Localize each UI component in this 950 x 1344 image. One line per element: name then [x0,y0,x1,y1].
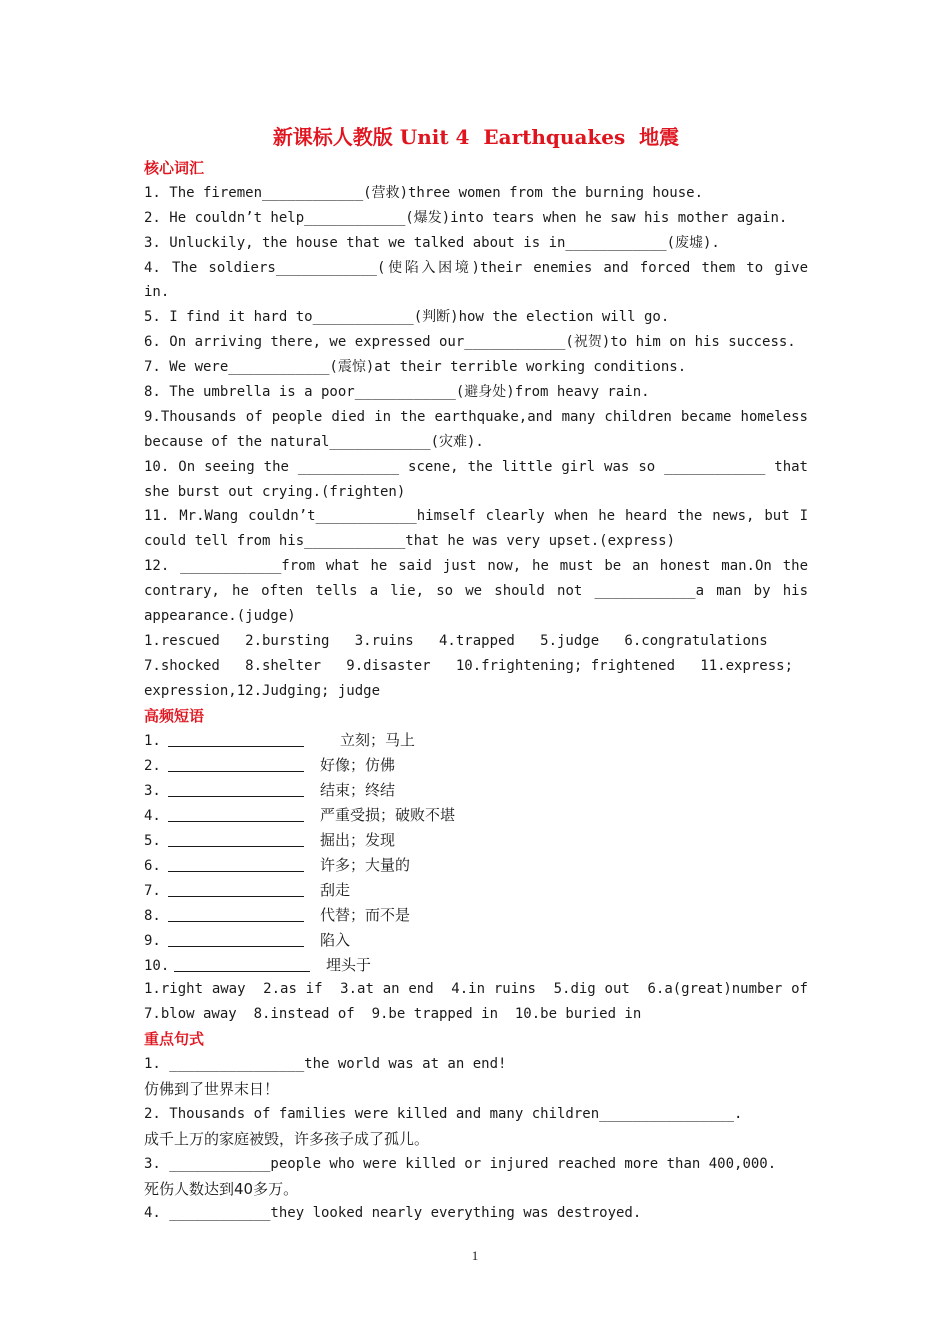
phrase-item [144,903,808,928]
sentence-line: 2. Thousands of families were killed and many children________________. [144,1105,743,1122]
section-heading-phrases: 高频短语 [144,706,205,725]
phrase-blank [168,780,304,797]
vocab-line: 1. The firemen____________(营救)three women from the burning house. [144,184,704,201]
phrase-item [144,953,808,978]
vocab-line: 7. We were____________(震惊)at their terrible working conditions. [144,359,687,376]
phrase-blank [168,730,304,747]
vocab-line: 4. The soldiers____________(使陷入困境)their enemies and forced them to give [144,259,808,276]
section-heading-sentences: 重点句式 [144,1030,205,1049]
phrase-number: 6. [144,857,161,874]
vocab-line: she burst out crying.(frighten) [144,483,406,500]
phrase-meaning: 陷入 [320,930,351,949]
vocab-line: 9.Thousands of people died in the earthquake,and many children became homeless [144,408,808,425]
phrase-item [144,753,808,778]
section-heading-vocabulary: 核心词汇 [144,159,205,177]
vocab-line: 12. ____________from what he said just now, he must be an honest man.On the [144,558,808,575]
phrase-number: 3. [144,783,161,800]
vocab-answer-line: expression,12.Judging; judge [144,682,381,699]
phrase-meaning: 立刻；马上 [340,731,416,750]
vocab-line: 8. The umbrella is a poor____________(避身处)from heavy rain. [144,384,650,401]
page-number: 1 [471,1248,479,1263]
vocab-line: 3. Unluckily, the house that we talked about is in____________(废墟). [144,234,720,251]
phrase-number: 10. [144,957,170,974]
phrase-item [144,728,808,753]
vocab-line: 11. Mr.Wang couldn’t____________himself clearly when he heard the news, but I [144,508,808,525]
sentence-line: 3. ____________people who were killed or injured reached more than 400,000. [144,1155,777,1172]
phrase-meaning: 许多；大量的 [320,855,411,874]
phrase-answer-line: 1.right away 2.as if 3.at an end 4.in ruins 5.dig out 6.a(great)number of [144,981,808,998]
sentence-translation: 死伤人数达到40多万。 [144,1179,299,1198]
phrase-item [144,803,808,828]
phrase-number: 5. [144,833,161,850]
phrase-number: 1. [144,733,161,750]
vocab-line: because of the natural____________(灾难). [144,433,484,450]
phrase-item [144,828,808,853]
phrase-meaning: 好像；仿佛 [320,756,396,775]
vocab-line: 5. I find it hard to____________(判断)how the election will go. [144,309,670,326]
phrase-item [144,928,808,953]
phrase-item [144,853,808,878]
phrase-number: 8. [144,907,161,924]
vocab-line: 10. On seeing the ____________ scene, the little girl was so ____________ that [144,458,808,475]
sentence-line: 4. ____________they looked nearly everything was destroyed. [144,1205,642,1222]
vocab-line: could tell from his____________that he was very upset.(express) [144,533,676,550]
phrase-blank [168,805,304,822]
vocab-line: contrary, he often tells a lie, so we should not ____________a man by his [144,583,808,600]
phrase-blank [168,880,304,897]
phrase-answer-line: 7.blow away 8.instead of 9.be trapped in 10.be buried in [144,1006,642,1023]
vocab-line: 2. He couldn’t help____________(爆发)into tears when he saw his mother again. [144,209,788,226]
vocab-line: in. [144,284,170,301]
phrase-meaning: 刮走 [320,880,351,899]
document-page [144,118,808,1226]
phrase-item [144,878,808,903]
phrase-number: 9. [144,932,161,949]
phrase-blank [174,955,310,972]
sentence-line: 1. ________________the world was at an end! [144,1056,507,1073]
phrase-number: 2. [144,758,161,775]
phrase-meaning: 代替；而不是 [320,905,411,924]
vocab-answer-line: 1.rescued 2.bursting 3.ruins 4.trapped 5.judge 6.congratulations [144,632,768,649]
phrase-blank [168,930,304,947]
phrase-blank [168,830,304,847]
phrase-number: 7. [144,882,161,899]
document-title: 新课标人教版 Unit 4 Earthquakes 地震 [272,125,680,149]
phrase-blank [168,905,304,922]
vocab-line: 6. On arriving there, we expressed our____________(祝贺)to him on his success. [144,334,796,351]
phrase-item [144,778,808,803]
phrase-meaning: 结束；终结 [320,781,396,800]
phrase-blank [168,755,304,772]
phrase-meaning: 埋头于 [326,955,372,974]
phrase-meaning: 严重受损；破败不堪 [320,806,456,825]
phrase-meaning: 掘出；发现 [320,831,396,850]
phrase-number: 4. [144,808,161,825]
vocab-answer-line: 7.shocked 8.shelter 9.disaster 10.frightening; frightened 11.express; [144,657,794,674]
phrase-blank [168,855,304,872]
sentence-translation: 成千上万的家庭被毁，许多孩子成了孤儿。 [144,1129,430,1148]
sentence-translation: 仿佛到了世界末日！ [144,1079,280,1098]
vocab-line: appearance.(judge) [144,608,296,625]
